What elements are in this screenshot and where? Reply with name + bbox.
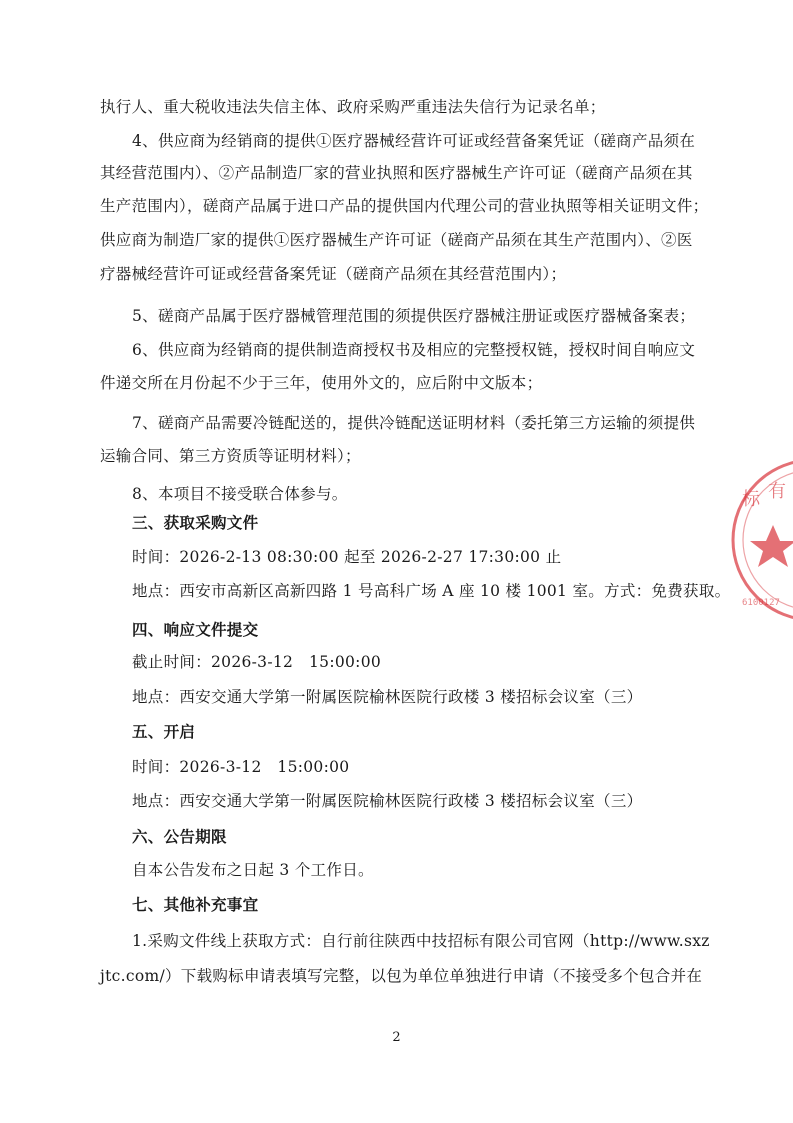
page-number: 2 [392,1030,401,1045]
text-line: 其经营范围内）、②产品制造厂家的营业执照和医疗器械生产许可证（磋商产品须在其 [100,164,693,182]
text-line: 自本公告发布之日起 3 个工作日。 [132,861,374,879]
text-line: 供应商为制造厂家的提供①医疗器械生产许可证（磋商产品须在其生产范围内）、②医 [100,231,693,249]
text-line: 4、供应商为经销商的提供①医疗器械经营许可证或经营备案凭证（磋商产品须在 [132,132,696,150]
section-heading: 五、开启 [132,723,196,741]
section-heading: 三、获取采购文件 [132,514,259,532]
text-line: 1.采购文件线上获取方式：自行前往陕西中技招标有限公司官网（http://www.sxz [132,932,710,950]
text-line: jtc.com/）下载购标申请表填写完整，以包为单位单独进行申请（不接受多个包合并在 [100,967,703,985]
text-line: 疗器械经营许可证或经营备案凭证（磋商产品须在其经营范围内）； [100,265,567,283]
text-line: 截止时间：2026-3-12 15:00:00 [132,653,382,671]
section-heading: 七、其他补充事宜 [132,896,259,914]
text-line: 执行人、重大税收违法失信主体、政府采购严重违法失信行为记录名单； [100,98,606,116]
text-line: 地点：西安交通大学第一附属医院榆林医院行政楼 3 楼招标会议室（三） [132,688,643,706]
svg-text:有: 有 [768,481,786,502]
text-line: 生产范围内），磋商产品属于进口产品的提供国内代理公司的营业执照等相关证明文件； [100,197,709,215]
text-line: 地点：西安市高新区高新四路 1 号高科广场 A 座 10 楼 1001 室。方式：免费获取。 [132,582,731,600]
text-line: 6、供应商为经销商的提供制造商授权书及相应的完整授权链，授权时间自响应文 [132,341,696,359]
svg-text:标: 标 [742,489,760,510]
svg-text:6100127: 6100127 [742,598,780,608]
text-line: 时间：2026-2-13 08:30:00 起至 2026-2-27 17:30:00 止 [132,548,562,566]
text-line: 5、磋商产品属于医疗器械管理范围的须提供医疗器械注册证或医疗器械备案表； [132,307,696,325]
section-heading: 六、公告期限 [132,828,227,846]
text-line: 时间：2026-3-12 15:00:00 [132,758,350,776]
seal-stamp-icon [728,455,793,625]
text-line: 地点：西安交通大学第一附属医院榆林医院行政楼 3 楼招标会议室（三） [132,792,643,810]
text-line: 7、磋商产品需要冷链配送的，提供冷链配送证明材料（委托第三方运输的须提供 [132,414,696,432]
text-line: 8、本项目不接受联合体参与。 [132,485,348,503]
text-line: 运输合同、第三方资质等证明材料）； [100,447,361,465]
section-heading: 四、响应文件提交 [132,621,259,639]
text-line: 件递交所在月份起不少于三年，使用外文的，应后附中文版本； [100,374,543,392]
